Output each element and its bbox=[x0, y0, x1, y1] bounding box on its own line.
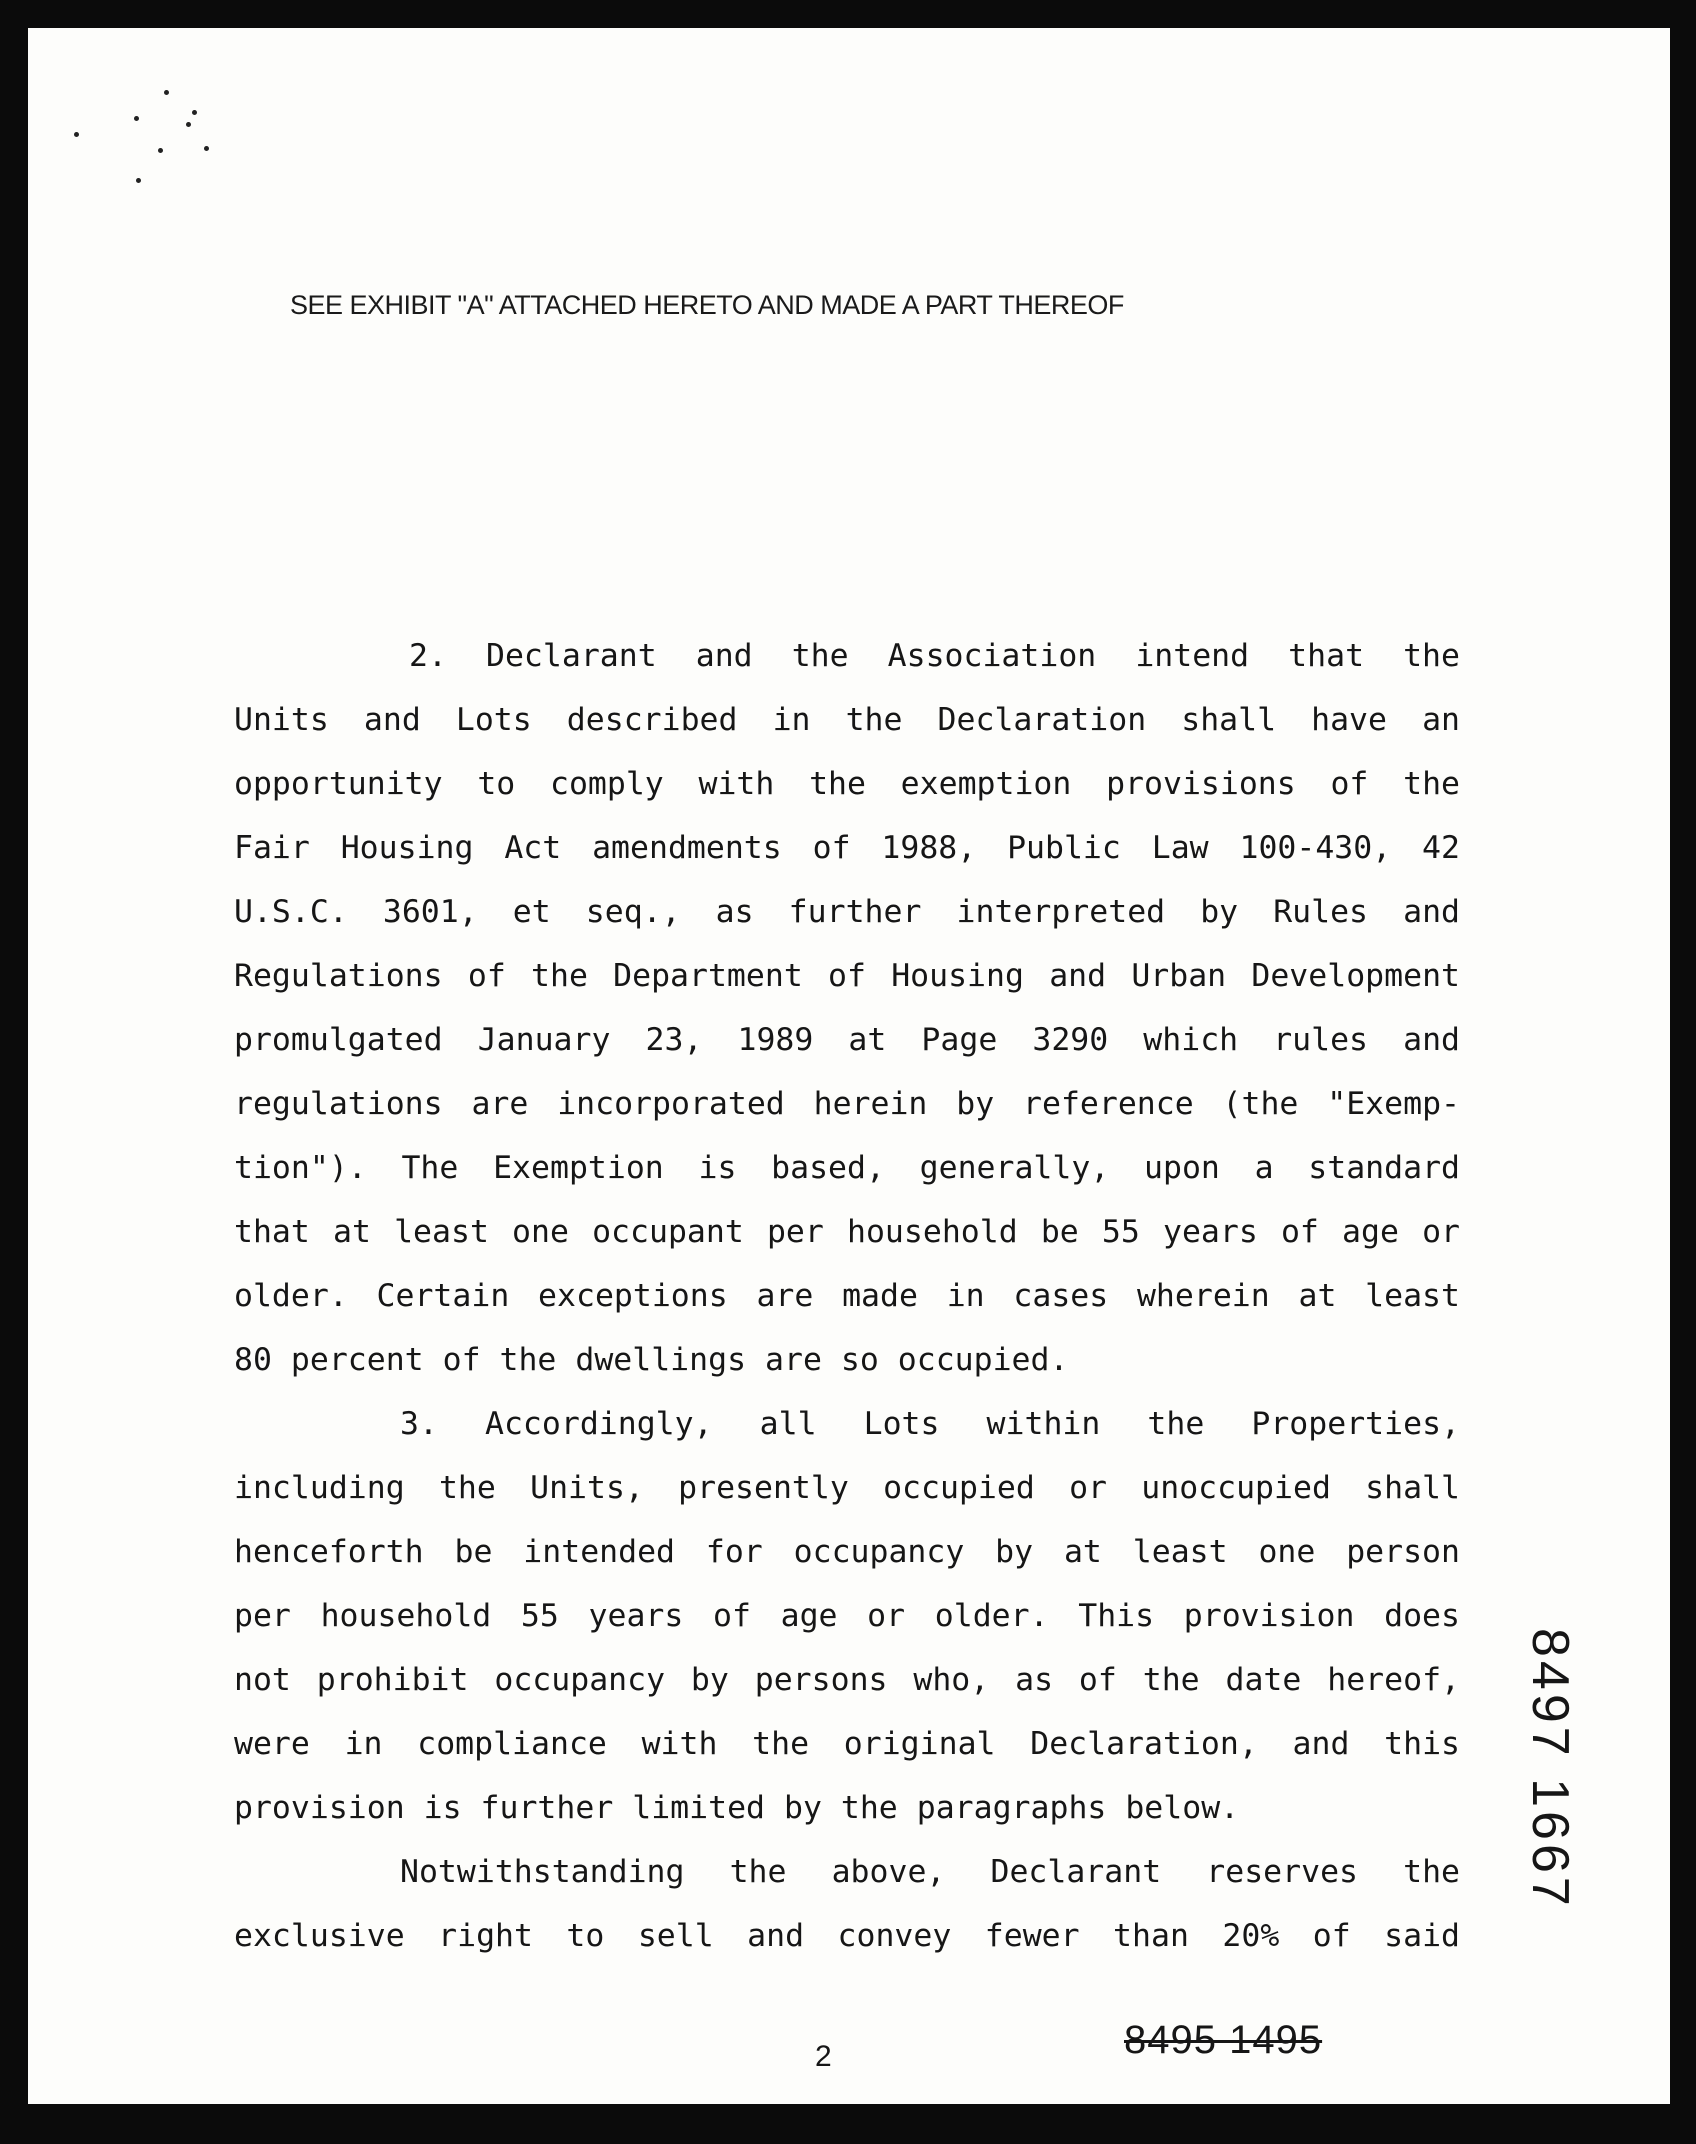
text-line: Regulations of the Department of Housing and Urban Development bbox=[234, 958, 1460, 994]
paragraph-4 bbox=[234, 1840, 1460, 1968]
text-line: Notwithstanding the above, Declarant reserves the bbox=[400, 1854, 1460, 1890]
text-line: henceforth be intended for occupancy by at least one person bbox=[234, 1534, 1460, 1570]
side-book-page-number: 8497 1667 bbox=[1521, 1628, 1579, 1910]
text-line: 2. Declarant and the Association intend that the bbox=[409, 638, 1460, 674]
text-line: older. Certain exceptions are made in cases wherein at least bbox=[234, 1278, 1460, 1314]
struck-book-page-number: 8495 1495 bbox=[1124, 2018, 1323, 2062]
text-line: 80 percent of the dwellings are so occupied. bbox=[234, 1342, 1069, 1378]
text-line: were in compliance with the original Declaration, and this bbox=[234, 1726, 1460, 1762]
text-line: exclusive right to sell and convey fewer than 20% of said bbox=[234, 1918, 1460, 1954]
text-line: regulations are incorporated herein by reference (the "Exemp- bbox=[234, 1086, 1460, 1122]
text-line: Fair Housing Act amendments of 1988, Public Law 100-430, 42 bbox=[234, 830, 1460, 866]
text-line: Units and Lots described in the Declaration shall have an bbox=[234, 702, 1460, 738]
text-line: opportunity to comply with the exemption provisions of the bbox=[234, 766, 1460, 802]
document-page bbox=[28, 28, 1670, 2104]
text-line: not prohibit occupancy by persons who, as of the date hereof, bbox=[234, 1662, 1460, 1698]
text-line: promulgated January 23, 1989 at Page 3290 which rules and bbox=[234, 1022, 1460, 1058]
page-number: 2 bbox=[815, 2040, 832, 2073]
text-line: including the Units, presently occupied or unoccupied shall bbox=[234, 1470, 1460, 1506]
text-line: U.S.C. 3601, et seq., as further interpreted by Rules and bbox=[234, 894, 1460, 930]
exhibit-heading: SEE EXHIBIT "A" ATTACHED HERETO AND MADE A PART THEREOF bbox=[290, 290, 1124, 320]
text-line: provision is further limited by the paragraphs below. bbox=[234, 1790, 1240, 1826]
text-line: 3. Accordingly, all Lots within the Properties, bbox=[400, 1406, 1460, 1442]
text-line: that at least one occupant per household be 55 years of age or bbox=[234, 1214, 1460, 1250]
paragraph-2 bbox=[234, 624, 1460, 1392]
text-line: per household 55 years of age or older. This provision does bbox=[234, 1598, 1460, 1634]
paragraph-3 bbox=[234, 1392, 1460, 1840]
text-line: tion"). The Exemption is based, generally, upon a standard bbox=[234, 1150, 1460, 1186]
